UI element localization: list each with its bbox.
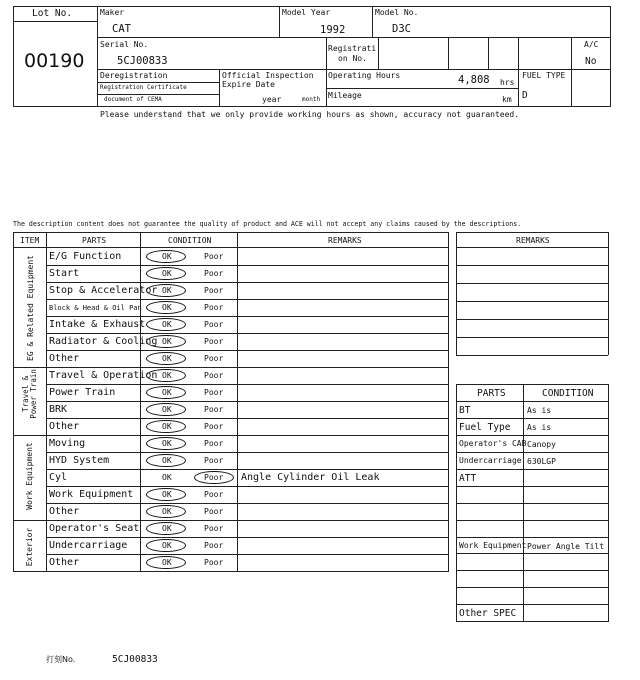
group-label-travel: Travel & Power Train — [21, 369, 38, 419]
registration-certificate-label: Registration Certificate — [100, 84, 187, 91]
inspection-label-2: Expire Date — [222, 80, 275, 89]
parts-header: PARTS — [82, 236, 107, 245]
hours-note: Please understand that we only provide working hours as shown, accuracy not guaranteed. — [100, 110, 520, 119]
part-label: Other — [49, 353, 80, 364]
ok-option: OK — [162, 456, 172, 465]
part-label: Radiator & Cooling — [49, 336, 158, 347]
spec-value: Power Angle Tilt — [527, 542, 605, 551]
km-label: km — [502, 95, 512, 104]
ac-label: A/C — [584, 40, 599, 49]
deregistration-label: Deregistration — [100, 71, 168, 80]
operating-hours-label: Operating Hours — [328, 71, 401, 80]
ok-option: OK — [162, 439, 172, 448]
model-year-value: 1992 — [320, 24, 346, 36]
item-header: ITEM — [20, 236, 40, 245]
remark-text: Angle Cylinder Oil Leak — [241, 472, 380, 483]
poor-option: Poor — [204, 337, 224, 346]
model-year-label: Model Year — [282, 8, 331, 17]
part-label: Intake & Exhaust — [49, 319, 146, 330]
serial-no-label: Serial No. — [100, 40, 149, 49]
part-label: Block & Head & Oil Pan — [49, 304, 142, 312]
cema-label: document of CEMA — [104, 96, 162, 103]
spec-value: 630LGP — [527, 457, 556, 466]
registration-no-label-1: Registrati — [328, 44, 377, 53]
spec-part-label: BT — [459, 405, 471, 416]
serial-no-value: 5CJ00833 — [117, 55, 168, 67]
ok-option: OK — [162, 490, 172, 499]
poor-option: Poor — [204, 490, 224, 499]
part-label: Work Equipment — [49, 489, 134, 500]
part-label: Power Train — [49, 387, 116, 398]
maker-value: CAT — [112, 23, 131, 35]
year-label: year — [262, 95, 282, 104]
poor-option: Poor — [204, 558, 224, 567]
ok-option: OK — [162, 541, 172, 550]
poor-option: Poor — [204, 422, 224, 431]
ok-option: OK — [162, 337, 172, 346]
part-label: Start — [49, 268, 80, 279]
poor-option: Poor — [204, 286, 224, 295]
poor-option: Poor — [204, 473, 224, 482]
ok-option: OK — [162, 558, 172, 567]
part-label: Stop & Accelerator — [49, 285, 158, 296]
spec-part-label: Fuel Type — [459, 422, 511, 433]
lot-no-value: 00190 — [24, 50, 85, 72]
fuel-type-value: D — [522, 90, 528, 101]
spec-value: Canopy — [527, 440, 556, 449]
group-label-work: Work Equipment — [25, 442, 34, 510]
poor-option: Poor — [204, 269, 224, 278]
poor-option: Poor — [204, 371, 224, 380]
part-label: Other — [49, 557, 80, 568]
poor-option: Poor — [204, 507, 224, 516]
remarks-header: REMARKS — [328, 236, 362, 245]
part-label: Moving — [49, 438, 86, 449]
model-no-label: Model No. — [375, 8, 419, 17]
poor-option: Poor — [204, 456, 224, 465]
group-label-exterior: Exterior — [25, 527, 34, 567]
ok-option: OK — [162, 354, 172, 363]
group-label-eg: EG & Related Equipment — [26, 255, 35, 361]
part-label: Cyl — [49, 472, 68, 483]
stamp-no-value: 5CJ00833 — [112, 654, 158, 665]
stamp-no-label: 打刻No. — [46, 655, 76, 664]
poor-option: Poor — [204, 405, 224, 414]
poor-option: Poor — [204, 388, 224, 397]
right-remarks-header: REMARKS — [516, 236, 550, 245]
part-label: BRK — [49, 404, 68, 415]
ok-option: OK — [162, 473, 172, 482]
spec-part-label: Work Equipment — [459, 541, 527, 550]
poor-option: Poor — [204, 320, 224, 329]
ok-option: OK — [162, 320, 172, 329]
ok-option: OK — [162, 286, 172, 295]
poor-option: Poor — [204, 252, 224, 261]
ac-value: No — [585, 56, 597, 67]
ok-option: OK — [162, 507, 172, 516]
spec-value: As is — [527, 423, 552, 432]
poor-option: Poor — [204, 541, 224, 550]
spec-part-label: ATT — [459, 473, 477, 484]
part-label: E/G Function — [49, 251, 122, 262]
spec-part-label: Undercarriage — [459, 456, 522, 465]
maker-label: Maker — [100, 8, 125, 17]
mileage-label: Mileage — [328, 91, 362, 100]
condition-header: CONDITION — [168, 236, 212, 245]
ok-option: OK — [162, 524, 172, 533]
part-label: Other — [49, 506, 80, 517]
part-label: Undercarriage — [49, 540, 128, 551]
registration-no-label-2: on No. — [338, 54, 367, 63]
poor-option: Poor — [204, 439, 224, 448]
model-no-value: D3C — [392, 23, 411, 35]
inspection-label-1: Official Inspection — [222, 71, 314, 80]
ok-option: OK — [162, 422, 172, 431]
lot-no-label: Lot No. — [32, 8, 73, 19]
month-label: month — [302, 96, 321, 103]
poor-option: Poor — [204, 354, 224, 363]
part-label: HYD System — [49, 455, 110, 466]
ok-option: OK — [162, 252, 172, 261]
operating-hours-value: 4,808 — [458, 74, 490, 86]
ok-option: OK — [162, 388, 172, 397]
ok-option: OK — [162, 371, 172, 380]
spec-parts-header: PARTS — [477, 388, 506, 399]
part-label: Operator's Seat — [49, 523, 140, 534]
part-label: Other — [49, 421, 80, 432]
spec-part-label: Operator's CAB — [459, 439, 527, 448]
ok-option: OK — [162, 269, 172, 278]
disclaimer: The description content does not guarantee the quality of product and ACE will not accept any claims caused by the descriptions. — [13, 220, 522, 228]
ok-option: OK — [162, 303, 172, 312]
poor-option: Poor — [204, 524, 224, 533]
ok-option: OK — [162, 405, 172, 414]
spec-value: As is — [527, 406, 552, 415]
spec-part-label: Other SPEC — [459, 608, 517, 619]
spec-condition-header: CONDITION — [542, 388, 594, 399]
hrs-label: hrs — [500, 78, 515, 87]
fuel-type-label: FUEL TYPE — [522, 71, 566, 80]
poor-option: Poor — [204, 303, 224, 312]
part-label: Travel & Operation — [49, 370, 158, 381]
